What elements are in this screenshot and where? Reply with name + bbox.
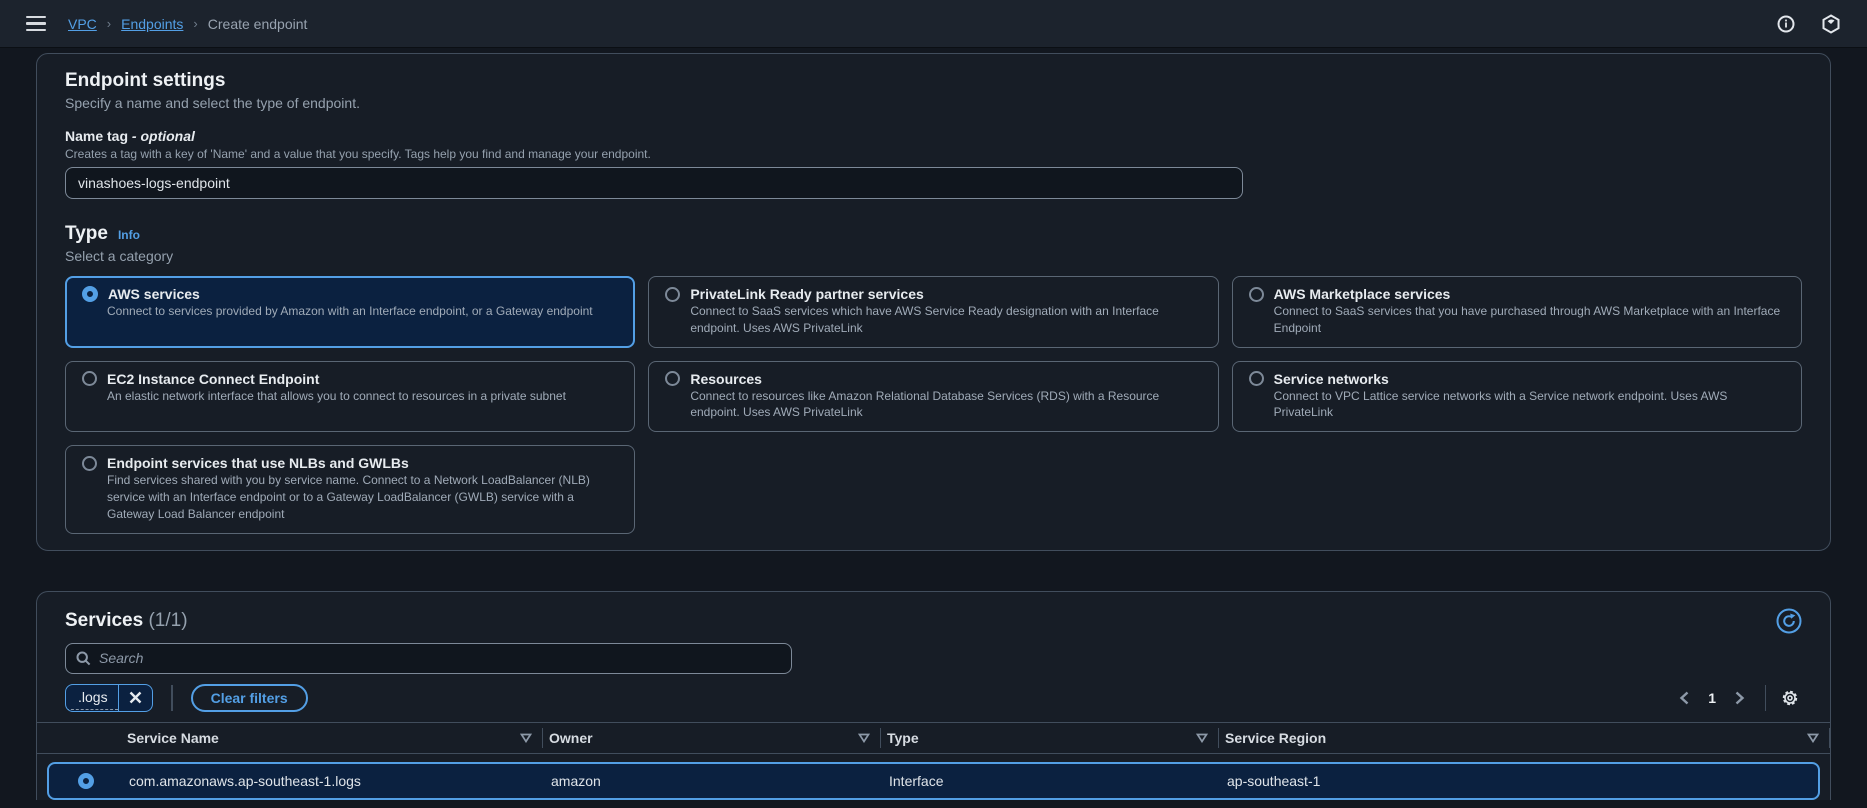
type-info-link[interactable]: Info [117, 228, 140, 242]
type-description: Select a category [65, 248, 174, 264]
chevron-right-icon: › [193, 16, 198, 31]
card-description: Connect to services provided by Amazon with an Interface endpoint, or a Gateway endpoint [107, 304, 593, 318]
radio-icon[interactable] [82, 456, 97, 471]
hexagon-icon[interactable] [1821, 14, 1841, 34]
name-tag-input[interactable] [65, 167, 1243, 199]
pagination-previous-button[interactable] [1671, 687, 1698, 709]
chevron-left-icon [1679, 691, 1690, 705]
breadcrumb [68, 16, 307, 32]
breadcrumb-current: Create endpoint [207, 15, 308, 32]
refresh-icon[interactable] [1776, 608, 1802, 634]
card-title: EC2 Instance Connect Endpoint [107, 370, 320, 387]
radio-icon[interactable] [665, 371, 680, 386]
triangle-down-icon[interactable] [858, 733, 870, 743]
services-panel [36, 591, 1831, 800]
cell-service-region: ap-southeast-1 [1227, 772, 1321, 789]
radio-icon[interactable] [82, 371, 97, 386]
top-navigation-bar [0, 0, 1867, 48]
card-description: Find services shared with you by service name. Connect to a Network LoadBalancer (NLB) service with an Interface endpoint or to a Gateway LoadBalancer (GWLB) service with a Gateway Load Balancer endpoint [107, 473, 590, 521]
menu-icon[interactable] [26, 16, 46, 32]
pagination-next-button[interactable] [1726, 687, 1753, 709]
column-header-service-name[interactable]: Service Name [121, 728, 543, 748]
filter-token-label[interactable]: .logs [66, 685, 118, 710]
endpoint-settings-title: Endpoint settings [65, 70, 226, 91]
filter-divider [171, 685, 173, 711]
chevron-right-icon: › [106, 16, 112, 31]
card-title: AWS Marketplace services [1273, 286, 1451, 302]
card-description: Connect to VPC Lattice service networks with a Service network endpoint. Uses AWS PrivateLink [1273, 388, 1728, 420]
card-description: Connect to SaaS services which have AWS Service Ready designation with an Interface endpoint. Uses AWS PrivateLink [690, 304, 1159, 335]
breadcrumb-vpc[interactable]: VPC [68, 15, 97, 32]
cell-service-name: com.amazonaws.ap-southeast-1.logs [129, 772, 361, 789]
info-icon[interactable] [1777, 15, 1795, 33]
card-title: Endpoint services that use NLBs and GWLBs [107, 455, 409, 472]
type-card-ec2-instance-connect[interactable] [65, 361, 635, 433]
name-tag-label: Name tag - optional [65, 128, 195, 144]
triangle-down-icon[interactable] [1807, 733, 1819, 743]
type-card-service-networks[interactable] [1232, 361, 1802, 433]
column-header-type[interactable]: Type [881, 728, 1219, 748]
table-row[interactable] [47, 762, 1820, 800]
card-title: AWS services [108, 286, 200, 302]
column-header-service-region[interactable]: Service Region [1219, 728, 1830, 748]
type-label: Type [65, 223, 108, 244]
cell-owner: amazon [551, 772, 601, 789]
name-tag-hint: Creates a tag with a key of 'Name' and a value that you specify. Tags help you find and manage your endpoint. [65, 147, 651, 161]
close-icon[interactable] [118, 684, 152, 712]
type-card-endpoint-services-nlb-gwlb[interactable] [65, 445, 635, 533]
search-input[interactable] [99, 650, 781, 666]
filter-token-logs [65, 684, 153, 712]
radio-icon[interactable] [1249, 371, 1264, 386]
search-icon [76, 651, 91, 666]
radio-icon[interactable] [665, 287, 680, 302]
services-count: (1/1) [148, 609, 188, 631]
type-category-cards [65, 276, 1802, 534]
services-table-header [37, 722, 1830, 754]
cell-type: Interface [889, 772, 944, 789]
services-title: Services (1/1) [65, 609, 188, 631]
name-tag-optional-suffix: - optional [131, 128, 195, 144]
services-search[interactable] [65, 643, 792, 674]
pagination-current-page[interactable]: 1 [1708, 689, 1716, 706]
chevron-right-icon [1734, 691, 1745, 705]
card-description: Connect to resources like Amazon Relational Database Services (RDS) with a Resource endpoint. Uses AWS PrivateLink [690, 388, 1160, 420]
triangle-down-icon[interactable] [520, 733, 532, 743]
card-title: Service networks [1273, 370, 1389, 387]
endpoint-settings-panel [36, 53, 1831, 551]
clear-filters-button[interactable]: Clear filters [191, 684, 308, 712]
type-card-privatelink-partner[interactable] [648, 276, 1218, 348]
card-description: Connect to SaaS services that you have purchased through AWS Marketplace with an Interface Endpoint [1273, 304, 1781, 335]
radio-selected-icon[interactable] [82, 286, 98, 302]
triangle-down-icon[interactable] [1196, 733, 1208, 743]
column-header-owner[interactable]: Owner [543, 728, 881, 748]
card-description: An elastic network interface that allows you to connect to resources in a private subnet [107, 388, 566, 403]
endpoint-settings-description: Specify a name and select the type of endpoint. [65, 95, 360, 111]
card-title: PrivateLink Ready partner services [690, 286, 924, 302]
card-title: Resources [690, 370, 762, 387]
type-card-resources[interactable] [648, 361, 1218, 433]
type-card-marketplace[interactable] [1232, 276, 1802, 348]
row-radio-selected-icon[interactable] [78, 773, 94, 789]
radio-icon[interactable] [1249, 287, 1264, 302]
type-card-aws-services[interactable] [65, 276, 635, 348]
breadcrumb-endpoints[interactable]: Endpoints [121, 15, 184, 32]
gear-icon[interactable] [1778, 686, 1802, 710]
pagination-divider [1765, 685, 1766, 711]
